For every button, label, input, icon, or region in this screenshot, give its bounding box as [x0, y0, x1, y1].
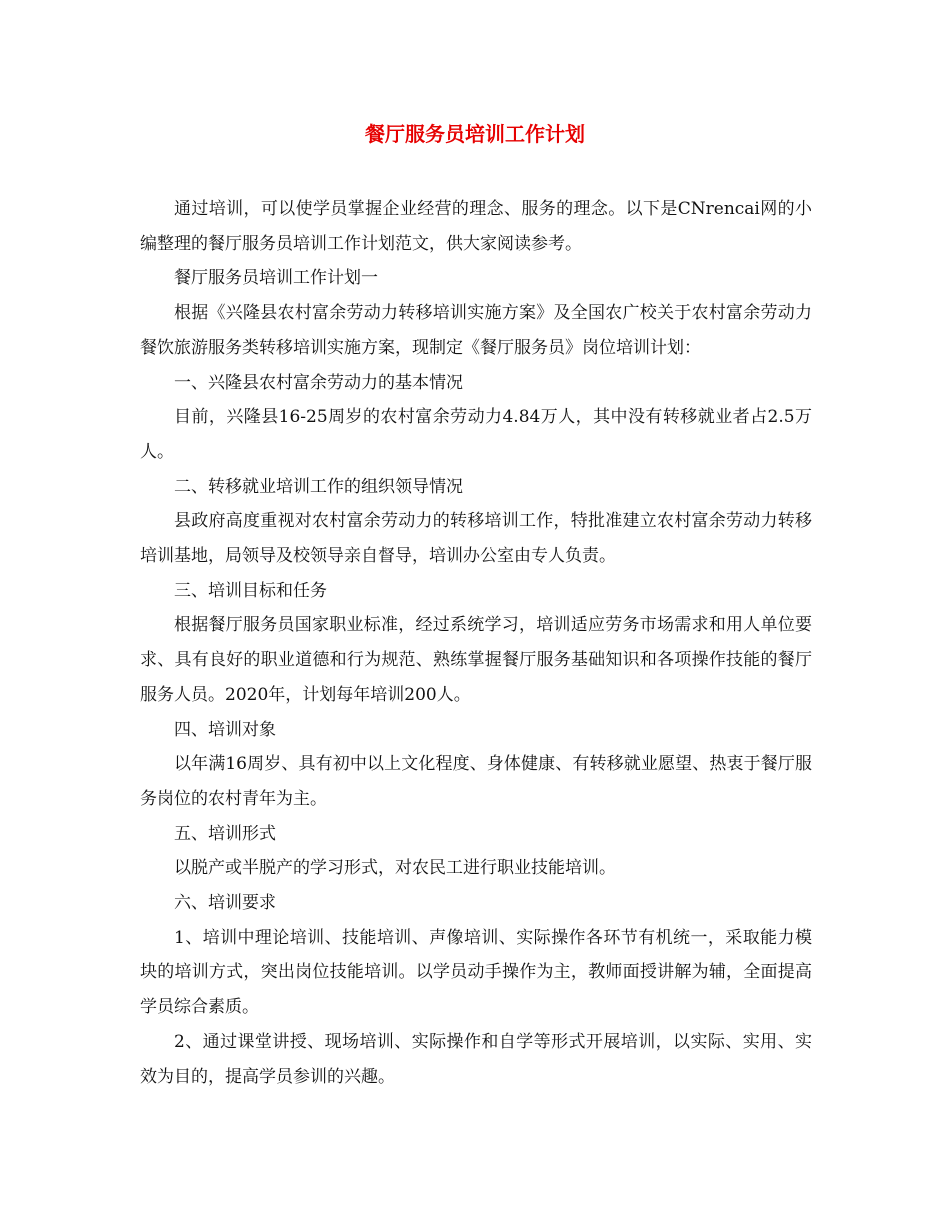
paragraph-requirement-1: 1、培训中理论培训、技能培训、声像培训、实际操作各环节有机统一，采取能力模块的培训方式，突出岗位技能培训。以学员动手操作为主，教师面授讲解为辅，全面提高学员综合素质。 [140, 927, 812, 1018]
paragraph-intro: 通过培训，可以使学员掌握企业经营的理念、服务的理念。以下是CNrencai网的小编整理的餐厅服务员培训工作计划范文，供大家阅读参考。 [140, 199, 812, 254]
section-heading-5: 五、培训形式 [174, 823, 276, 844]
paragraph-section-3: 根据餐厅服务员国家职业标准，经过系统学习，培训适应劳务市场需求和用人单位要求、具有良好的职业道德和行为规范、熟练掌握餐厅服务基础知识和各项操作技能的餐厅服务人员。2020年，计划每年培训200人。 [140, 615, 812, 705]
section-heading-4: 四、培训对象 [174, 719, 276, 740]
paragraph-basis: 根据《兴隆县农村富余劳动力转移培训实施方案》及全国农广校关于农村富余劳动力餐饮旅游服务类转移培训实施方案，现制定《餐厅服务员》岗位培训计划： [140, 303, 812, 358]
section-heading-1: 一、兴隆县农村富余劳动力的基本情况 [174, 372, 463, 393]
paragraph-section-5: 以脱产或半脱产的学习形式，对农民工进行职业技能培训。 [174, 858, 616, 879]
paragraph-section-1: 目前，兴隆县16-25周岁的农村富余劳动力4.84万人，其中没有转移就业者占2.5万人。 [140, 407, 812, 462]
paragraph-requirement-2: 2、通过课堂讲授、现场培训、实际操作和自学等形式开展培训，以实际、实用、实效为目的，提高学员参训的兴趣。 [140, 1031, 812, 1087]
paragraph-plan-heading: 餐厅服务员培训工作计划一 [174, 268, 378, 289]
section-heading-6: 六、培训要求 [174, 893, 276, 914]
document-title: 餐厅服务员培训工作计划 [365, 122, 585, 146]
paragraph-section-2: 县政府高度重视对农村富余劳动力的转移培训工作，特批准建立农村富余劳动力转移培训基地，局领导及校领导亲自督导，培训办公室由专人负责。 [140, 511, 812, 567]
document-body [140, 192, 812, 1094]
paragraph-section-4: 以年满16周岁、具有初中以上文化程度、身体健康、有转移就业愿望、热衷于餐厅服务岗位的农村青年为主。 [140, 754, 812, 809]
section-heading-3: 三、培训目标和任务 [174, 580, 327, 601]
section-heading-2: 二、转移就业培训工作的组织领导情况 [174, 476, 463, 497]
